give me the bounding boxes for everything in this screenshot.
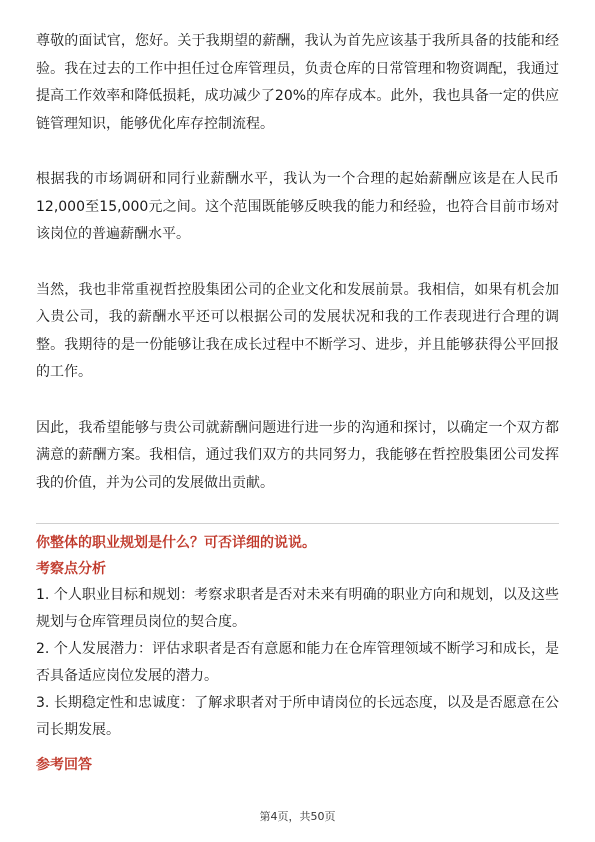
answer-paragraph-1: 尊敬的面试官，您好。关于我期望的薪酬，我认为首先应该基于我所具备的技能和经验。我在过去的工作中担任过仓库管理员，负责仓库的日常管理和物资调配，我通过提高工作效率和降低损耗，成功减少了20%的库存成本。此外，我也具备一定的供应链管理知识，能够优化库存控制流程。 <box>36 33 559 132</box>
page-content <box>36 28 559 776</box>
section-divider <box>36 523 559 524</box>
paragraph-gap <box>36 249 559 277</box>
reference-title: 参考回答 <box>36 757 92 773</box>
page-footer: 第4页，共50页 <box>259 810 336 823</box>
question-heading: 你整体的职业规划是什么？可否详细的说说。 <box>36 535 316 551</box>
paragraph-gap <box>36 497 559 523</box>
paragraph-gap <box>36 387 559 415</box>
answer-paragraph-2: 根据我的市场调研和同行业薪酬水平，我认为一个合理的起始薪酬应该是在人民币12,000至15,000元之间。这个范围既能够反映我的能力和经验，也符合目前市场对该岗位的普遍薪酬水平。 <box>36 171 559 242</box>
answer-paragraph-4: 因此，我希望能够与贵公司就薪酬问题进行进一步的沟通和探讨，以确定一个双方都满意的薪酬方案。我相信，通过我们双方的共同努力，我能够在哲控股集团公司发挥我的价值，并为公司的发展做出贡献。 <box>36 419 559 491</box>
analysis-point-1: 1. 个人职业目标和规划：考察求职者是否对未来有明确的职业方向和规划，以及这些规划与仓库管理员岗位的契合度。 <box>36 587 559 630</box>
analysis-point-2: 2. 个人发展潜力：评估求职者是否有意愿和能力在仓库管理领域不断学习和成长，是否具备适应岗位发展的潜力。 <box>36 641 559 684</box>
answer-paragraph-3: 当然，我也非常重视哲控股集团公司的企业文化和发展前景。我相信，如果有机会加入贵公司，我的薪酬水平还可以根据公司的发展状况和我的工作表现进行合理的调整。我期待的是一份能够让我在成长过程中不断学习、进步，并且能够获得公平回报的工作。 <box>36 281 559 380</box>
analysis-point-3: 3. 长期稳定性和忠诚度：了解求职者对于所申请岗位的长远态度，以及是否愿意在公司长期发展。 <box>36 695 559 738</box>
analysis-title: 考察点分析 <box>36 561 106 577</box>
paragraph-gap <box>36 138 559 166</box>
